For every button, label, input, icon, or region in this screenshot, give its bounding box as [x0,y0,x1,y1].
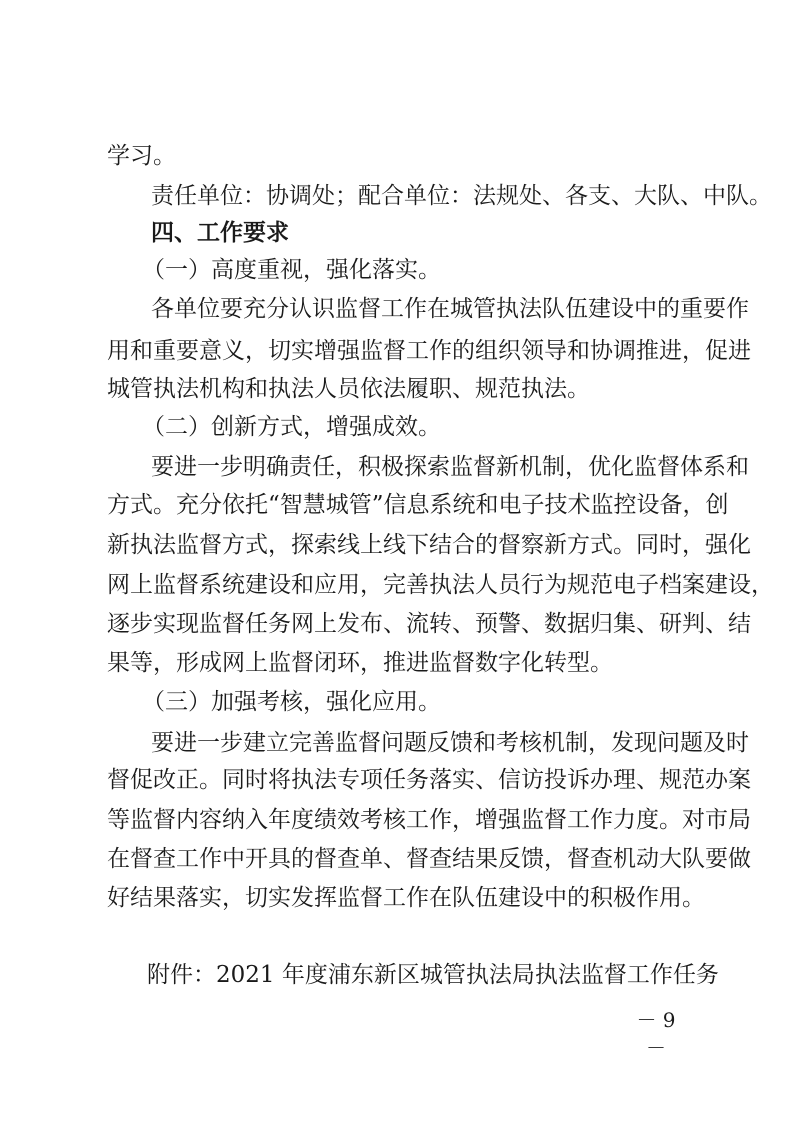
paragraph-line: 方式。充分依托“智慧城管”信息系统和电子技术监控设备，创 [107,492,729,518]
paragraph-line: 网上监督系统建设和应用，完善执法人员行为规范电子档案建设， [107,572,774,598]
paragraph-line: 各单位要充分认识监督工作在城管执法队伍建设中的重要作 [151,296,749,322]
page-number: － 9 － [636,1008,676,1060]
attachment-note: 附件：2021 年度浦东新区城管执法局执法监督工作任务 [147,962,719,988]
paragraph-line: 用和重要意义，切实增强监督工作的组织领导和协调推进，促进 [107,338,751,364]
paragraph-line: 学习。 [107,143,176,169]
paragraph-line: 果等，形成网上监督闭环，推进监督数字化转型。 [107,650,613,676]
subsection-heading: （一）高度重视，强化落实。 [142,257,441,283]
paragraph-line: 要进一步建立完善监督问题反馈和考核机制，发现问题及时 [151,730,749,756]
section-heading: 四、工作要求 [151,220,289,246]
paragraph-line: 要进一步明确责任，积极探索监督新机制，优化监督体系和 [151,454,749,480]
subsection-heading: （二）创新方式，增强成效。 [142,414,441,440]
paragraph-line: 等监督内容纳入年度绩效考核工作，增强监督工作力度。对市局 [107,807,751,833]
paragraph-line: 逐步实现监督任务网上发布、流转、预警、数据归集、研判、结 [107,611,751,637]
paragraph-line: 责任单位：协调处；配合单位：法规处、各支、大队、中队。 [151,183,772,209]
subsection-heading: （三）加强考核，强化应用。 [142,689,441,715]
paragraph-line: 在督查工作中开具的督查单、督查结果反馈，督查机动大队要做 [107,846,751,872]
paragraph-line: 好结果落实，切实发挥监督工作在队伍建设中的积极作用。 [107,885,705,911]
paragraph-line: 城管执法机构和执法人员依法履职、规范执法。 [107,376,590,402]
paragraph-line: 督促改正。同时将执法专项任务落实、信访投诉办理、规范办案 [107,767,751,793]
paragraph-line: 新执法监督方式，探索线上线下结合的督察新方式。同时，强化 [107,532,751,558]
